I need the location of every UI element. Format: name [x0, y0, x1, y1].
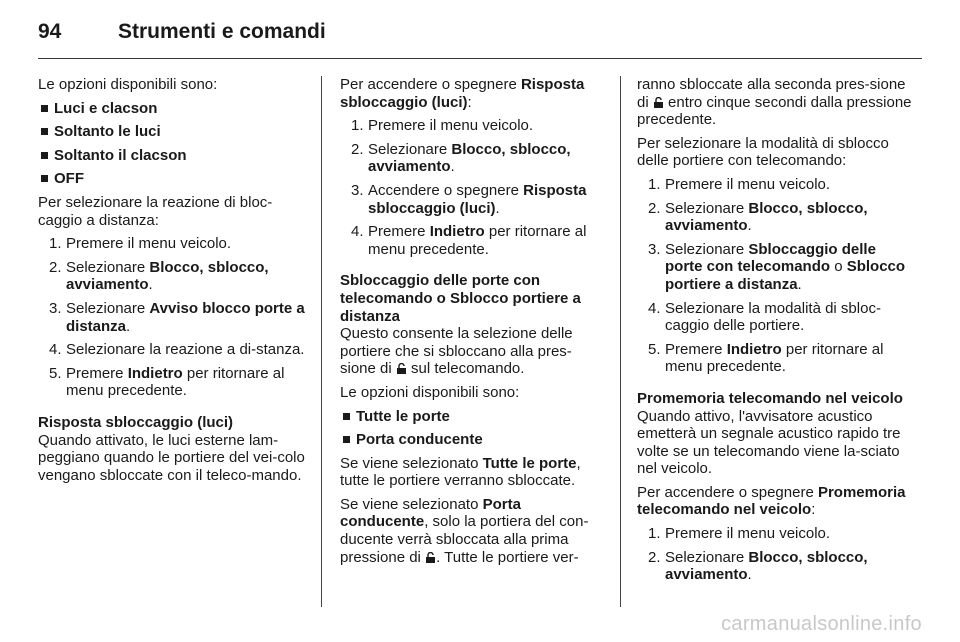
paragraph: Per selezionare la modalità di sblocco delle portiere con telecomando:	[637, 134, 889, 170]
column-3	[637, 76, 912, 590]
menu-term: Promemoria telecomando nel veicolo	[637, 483, 906, 519]
list-item	[637, 341, 912, 376]
step-text: per ritornare al menu precedente.	[665, 340, 884, 376]
step-text: Accendere o spegnere	[368, 181, 524, 199]
list-item	[637, 300, 912, 335]
step-text: Premere il menu veicolo.	[66, 235, 232, 253]
step-text: Selezionare	[665, 199, 749, 217]
text: sul telecomando.	[406, 360, 525, 378]
step-text: .	[747, 217, 752, 235]
menu-term: Risposta sbloccaggio (luci)	[368, 181, 587, 217]
list-item: OFF	[38, 170, 306, 188]
page-number: 94	[38, 20, 62, 43]
step-text: Selezionare	[665, 548, 749, 566]
paragraph: Quando attivato, le luci esterne lam-peggiano quando le portiere del vei-colo vengano sbloccate con il teleco-mando.	[38, 431, 305, 484]
menu-term: Sbloccaggio delle porte con telecomando	[665, 240, 876, 276]
step-number: 1.	[49, 235, 62, 253]
paragraph: Le opzioni disponibili sono:	[38, 76, 218, 93]
paragraph	[340, 325, 602, 378]
step-number: 4.	[648, 299, 661, 317]
text: Questo consente la selezione delle portiere che si sbloccano alla pres-sione di	[340, 325, 573, 378]
paragraph: Quando attivo, l'avvisatore acustico emetterà un segnale acustico rapido tre volte se un telecomando viene la-sciato nel veicolo.	[637, 407, 901, 478]
step-text: Selezionare	[66, 258, 150, 276]
text: :	[811, 501, 816, 519]
menu-term: Blocco, sblocco, avviamento	[665, 199, 868, 235]
step-text: Premere il menu veicolo.	[665, 175, 831, 193]
menu-term: Tutte le porte	[482, 454, 577, 472]
option-list	[340, 408, 602, 449]
list-item: Soltanto il clacson	[38, 147, 306, 165]
section-heading: Risposta sbloccaggio (luci)	[38, 413, 234, 431]
paragraph	[637, 76, 912, 129]
step-number: 1.	[648, 525, 661, 543]
paragraph	[340, 496, 602, 566]
menu-term: Indietro	[726, 340, 782, 358]
text: , solo la portiera del con-ducente verrà sbloccata alla prima pressione di	[340, 513, 589, 566]
step-number: 2.	[351, 140, 364, 158]
section-heading: Sbloccaggio delle porte con telecomando o Sblocco portiere a distanza	[340, 272, 581, 325]
text: Se viene selezionato	[340, 495, 483, 513]
step-text: Selezionare	[368, 140, 452, 158]
step-text: .	[450, 158, 455, 176]
list-item: Soltanto le luci	[38, 123, 306, 141]
menu-term: Risposta sbloccaggio (luci)	[340, 76, 585, 111]
paragraph: Le opzioni disponibili sono:	[340, 383, 520, 401]
step-number: 1.	[648, 175, 661, 193]
step-text: .	[797, 275, 802, 293]
list-item: Luci e clacson	[38, 100, 306, 118]
step-number: 2.	[648, 199, 661, 217]
list-item	[340, 182, 602, 217]
page-title: Strumenti e comandi	[118, 20, 326, 43]
step-number: 2.	[49, 258, 62, 276]
list-item: Porta conducente	[340, 431, 602, 449]
step-text: Selezionare la reazione a di-stanza.	[66, 341, 305, 359]
column-divider	[620, 76, 621, 607]
step-number: 3.	[648, 240, 661, 258]
text: , tutte le portiere verranno sbloccate.	[340, 454, 581, 490]
list-item	[38, 341, 306, 359]
menu-term: Sblocco portiere a distanza	[665, 258, 906, 293]
step-text: Premere	[665, 340, 727, 358]
step-number: 1.	[351, 117, 364, 135]
column-divider	[321, 76, 322, 607]
step-text: Premere	[66, 364, 128, 382]
list-item	[637, 549, 912, 584]
step-text: Selezionare la modalità di sbloc-caggio delle portiere.	[665, 299, 881, 335]
step-list	[340, 117, 602, 258]
column-2	[340, 76, 602, 572]
paragraph: Per selezionare la reazione di bloc-caggio a distanza:	[38, 193, 273, 229]
step-text: Selezionare	[665, 240, 749, 258]
unlock-icon	[396, 363, 407, 374]
paragraph	[340, 76, 602, 111]
menu-term: Blocco, sblocco, avviamento	[665, 548, 868, 584]
menu-term: Porta conducente	[340, 495, 521, 531]
step-list	[38, 235, 306, 400]
text: entro cinque secondi dalla pressione precedente.	[637, 93, 912, 129]
step-text: Premere	[368, 223, 430, 241]
step-number: 4.	[49, 341, 62, 359]
text: ranno sbloccate alla seconda pres-sione di	[637, 76, 906, 111]
menu-term: Avviso blocco porte a distanza	[66, 299, 305, 335]
step-text: Selezionare	[66, 299, 150, 317]
step-list	[637, 176, 912, 376]
step-text: .	[148, 276, 153, 294]
step-number: 3.	[49, 299, 62, 317]
menu-term: Indietro	[429, 223, 485, 241]
list-item	[38, 300, 306, 335]
list-item	[340, 117, 602, 135]
list-item	[38, 235, 306, 253]
list-item	[637, 200, 912, 235]
step-text: .	[126, 317, 131, 335]
list-item	[637, 176, 912, 194]
column-1	[38, 76, 306, 490]
list-item: Tutte le porte	[340, 408, 602, 426]
step-number: 3.	[351, 181, 364, 199]
section-heading: Promemoria telecomando nel veicolo	[637, 389, 903, 407]
list-item	[340, 223, 602, 258]
step-number: 5.	[648, 340, 661, 358]
step-text: per ritornare al menu precedente.	[66, 364, 285, 400]
menu-term: Blocco, sblocco, avviamento	[368, 140, 571, 176]
list-item	[38, 259, 306, 294]
text: :	[467, 93, 472, 111]
unlock-icon	[425, 552, 436, 563]
step-number: 4.	[351, 223, 364, 241]
page-header	[38, 14, 922, 59]
menu-term: Indietro	[127, 364, 183, 382]
step-number: 5.	[49, 364, 62, 382]
step-text: .	[747, 566, 752, 584]
text: Per accendere o spegnere	[340, 76, 521, 93]
list-item	[637, 241, 912, 294]
menu-term: Blocco, sblocco, avviamento	[66, 258, 269, 294]
step-text: per ritornare al menu precedente.	[368, 223, 587, 258]
step-text: o	[830, 258, 847, 276]
watermark: carmanualsonline.info	[721, 613, 922, 635]
paragraph	[637, 484, 912, 519]
step-text: Premere il menu veicolo.	[368, 117, 534, 135]
paragraph	[340, 455, 602, 490]
list-item	[340, 141, 602, 176]
list-item	[38, 365, 306, 400]
option-list	[38, 100, 306, 188]
list-item	[637, 525, 912, 543]
step-number: 2.	[648, 548, 661, 566]
step-text: .	[495, 199, 500, 217]
step-list	[637, 525, 912, 584]
text: Per accendere o spegnere	[637, 483, 818, 501]
step-text: Premere il menu veicolo.	[665, 525, 831, 543]
unlock-icon	[653, 97, 664, 108]
text: Se viene selezionato	[340, 454, 483, 472]
text: . Tutte le portiere ver-	[436, 548, 579, 566]
